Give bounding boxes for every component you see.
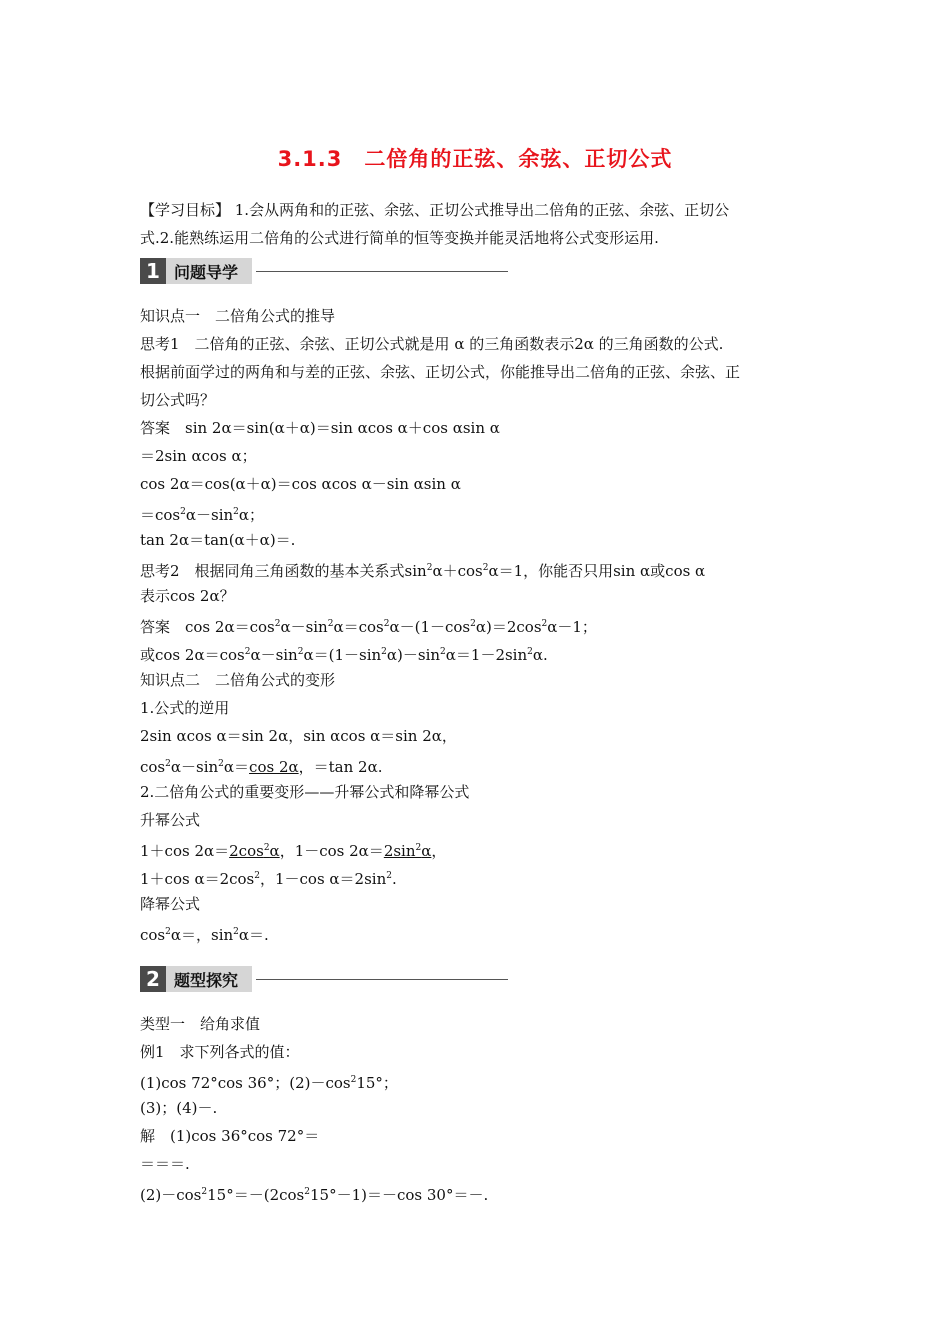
formula-part: 15°－1)＝－cos 30°＝－.: [309, 1186, 489, 1204]
formula-part: ＝cos: [140, 506, 181, 524]
text-line: 答案 sin 2α＝sin(α＋α)＝sin αcos α＋cos αsin α: [140, 419, 500, 437]
superscript: 2: [165, 759, 171, 769]
superscript: 2: [263, 843, 270, 853]
formula-part: 1＋cos 2α＝: [140, 842, 230, 860]
superscript: 2: [233, 507, 239, 517]
formula-part: α: [421, 842, 432, 860]
superscript: 2: [350, 1075, 357, 1085]
formula-line: [140, 866, 820, 889]
superscript: 2: [541, 619, 548, 629]
superscript: 2: [327, 619, 334, 629]
formula-part: 1＋cos α＝2cos: [140, 870, 255, 888]
text-line: 表示cos 2α？: [140, 587, 235, 605]
formula-part: 15°＝－(2cos: [207, 1186, 305, 1204]
formula-line: [140, 558, 820, 581]
formula-part: α＝cos: [333, 618, 384, 636]
formula-part: α＝: [223, 758, 250, 776]
text-line: 升幂公式: [140, 811, 201, 829]
formula-part: α＝1－2sin: [445, 646, 528, 664]
superscript: 2: [244, 647, 251, 657]
formula-part: ，: [431, 842, 447, 860]
formula-line: [140, 614, 820, 637]
formula-part: α.: [532, 646, 548, 664]
superscript: 2: [218, 759, 224, 769]
formula-part: α＝1，你能否只用sin α或cos α: [488, 562, 706, 580]
formula-part: α－sin: [280, 618, 328, 636]
formula-line: [140, 1070, 820, 1093]
formula-part: α－1；: [547, 618, 597, 636]
text-line: 思考1 二倍角的正弦、余弦、正切公式就是用 α 的三角函数表示2α 的三角函数的公式.: [140, 335, 724, 353]
formula-part: α－sin: [185, 506, 234, 524]
formula-part: ，1－cos α＝2sin: [259, 870, 387, 888]
fill-in-answer: [229, 842, 280, 860]
section-header-1: [140, 258, 508, 284]
superscript: 2: [180, 507, 186, 517]
text-line: ＝2sin αcos α；: [140, 447, 257, 465]
section-label: 问题导学: [166, 258, 252, 284]
formula-part: ，1－cos 2α＝: [279, 842, 384, 860]
text-line: 根据前面学过的两角和与差的正弦、余弦、正切公式，你能推导出二倍角的正弦、余弦、正: [140, 363, 741, 381]
superscript: 2: [254, 871, 260, 881]
superscript: 2: [383, 619, 390, 629]
text-line: 2.二倍角公式的重要变形——升幂公式和降幂公式: [140, 783, 470, 801]
formula-part: (1)cos 72°cos 36°；(2)－cos: [140, 1074, 351, 1092]
type-heading: 类型一 给角求值: [140, 1015, 261, 1033]
formula-part: α＝.: [238, 926, 269, 944]
superscript: 2: [440, 647, 446, 657]
formula-part: α)＝2cos: [475, 618, 542, 636]
formula-part: 2sin: [383, 842, 416, 860]
superscript: 2: [426, 563, 433, 573]
formula-part: α－sin: [250, 646, 298, 664]
formula-part: cos: [140, 758, 166, 776]
formula-line: [140, 642, 820, 665]
formula-part: α＝，sin: [170, 926, 234, 944]
section-divider: [256, 979, 508, 980]
formula-part: (2)－cos: [140, 1186, 202, 1204]
text-line: 降幂公式: [140, 895, 201, 913]
formula-part: α＝(1－sin: [303, 646, 382, 664]
section-header-2: [140, 966, 508, 992]
text-line: 解 (1)cos 36°cos 72°＝: [140, 1127, 320, 1145]
section-label: 题型探究: [166, 966, 252, 992]
formula-part: cos: [140, 926, 166, 944]
superscript: 2: [381, 647, 387, 657]
learning-objectives-line-1: 【学习目标】 1.会从两角和的正弦、余弦、正切公式推导出二倍角的正弦、余弦、正切公: [140, 201, 730, 219]
formula-part: α－(1－cos: [389, 618, 471, 636]
superscript: 2: [304, 1187, 310, 1197]
fill-in-answer: cos 2α: [249, 758, 299, 776]
superscript: 2: [297, 647, 304, 657]
formula-part: α－sin: [170, 758, 219, 776]
superscript: 2: [386, 871, 392, 881]
superscript: 2: [527, 647, 533, 657]
superscript: 2: [201, 1187, 208, 1197]
superscript: 2: [233, 927, 239, 937]
formula-part: α)－sin: [386, 646, 441, 664]
text-line: ＝＝＝.: [140, 1155, 190, 1173]
text-line: 1.公式的逆用: [140, 699, 230, 717]
superscript: 2: [482, 563, 489, 573]
formula-line: [140, 922, 820, 945]
section-number: 1: [140, 258, 166, 284]
formula-part: 答案 cos 2α＝cos: [140, 618, 275, 636]
fill-in-answer: [384, 842, 432, 860]
formula-part: 2cos: [229, 842, 264, 860]
text-line: 2sin αcos α＝sin 2α，sin αcos α＝sin 2α，: [140, 727, 457, 745]
example-heading: 例1 求下列各式的值：: [140, 1043, 300, 1061]
page-title: 3.1.3 二倍角的正弦、余弦、正切公式: [277, 147, 673, 171]
formula-part: α: [269, 842, 280, 860]
formula-part: 15°；: [356, 1074, 398, 1092]
text-line: 切公式吗？: [140, 391, 216, 409]
formula-part: 或cos 2α＝cos: [140, 646, 245, 664]
text-line: (3)；(4)－.: [140, 1099, 218, 1117]
knowledge-point-1-heading: 知识点一 二倍角公式的推导: [140, 307, 336, 325]
learning-objectives-line-2: 式.2.能熟练运用二倍角的公式进行简单的恒等变换并能灵活地将公式变形运用.: [140, 229, 659, 247]
formula-line: [140, 502, 820, 525]
superscript: 2: [274, 619, 281, 629]
superscript: 2: [165, 927, 171, 937]
formula-part: .: [392, 870, 397, 888]
formula-line: [140, 838, 820, 861]
formula-part: α＋cos: [432, 562, 483, 580]
formula-part: α；: [238, 506, 265, 524]
section-divider: [256, 271, 508, 272]
formula-line: [140, 1182, 820, 1205]
formula-part: ，＝tan 2α.: [298, 758, 383, 776]
superscript: 2: [470, 619, 476, 629]
superscript: 2: [415, 843, 422, 853]
knowledge-point-2-heading: 知识点二 二倍角公式的变形: [140, 671, 336, 689]
formula-part: 思考2 根据同角三角函数的基本关系式sin: [140, 562, 427, 580]
formula-line: [140, 754, 820, 777]
text-line: tan 2α＝tan(α＋α)＝.: [140, 531, 296, 549]
section-number: 2: [140, 966, 166, 992]
text-line: cos 2α＝cos(α＋α)＝cos αcos α－sin αsin α: [140, 475, 461, 493]
